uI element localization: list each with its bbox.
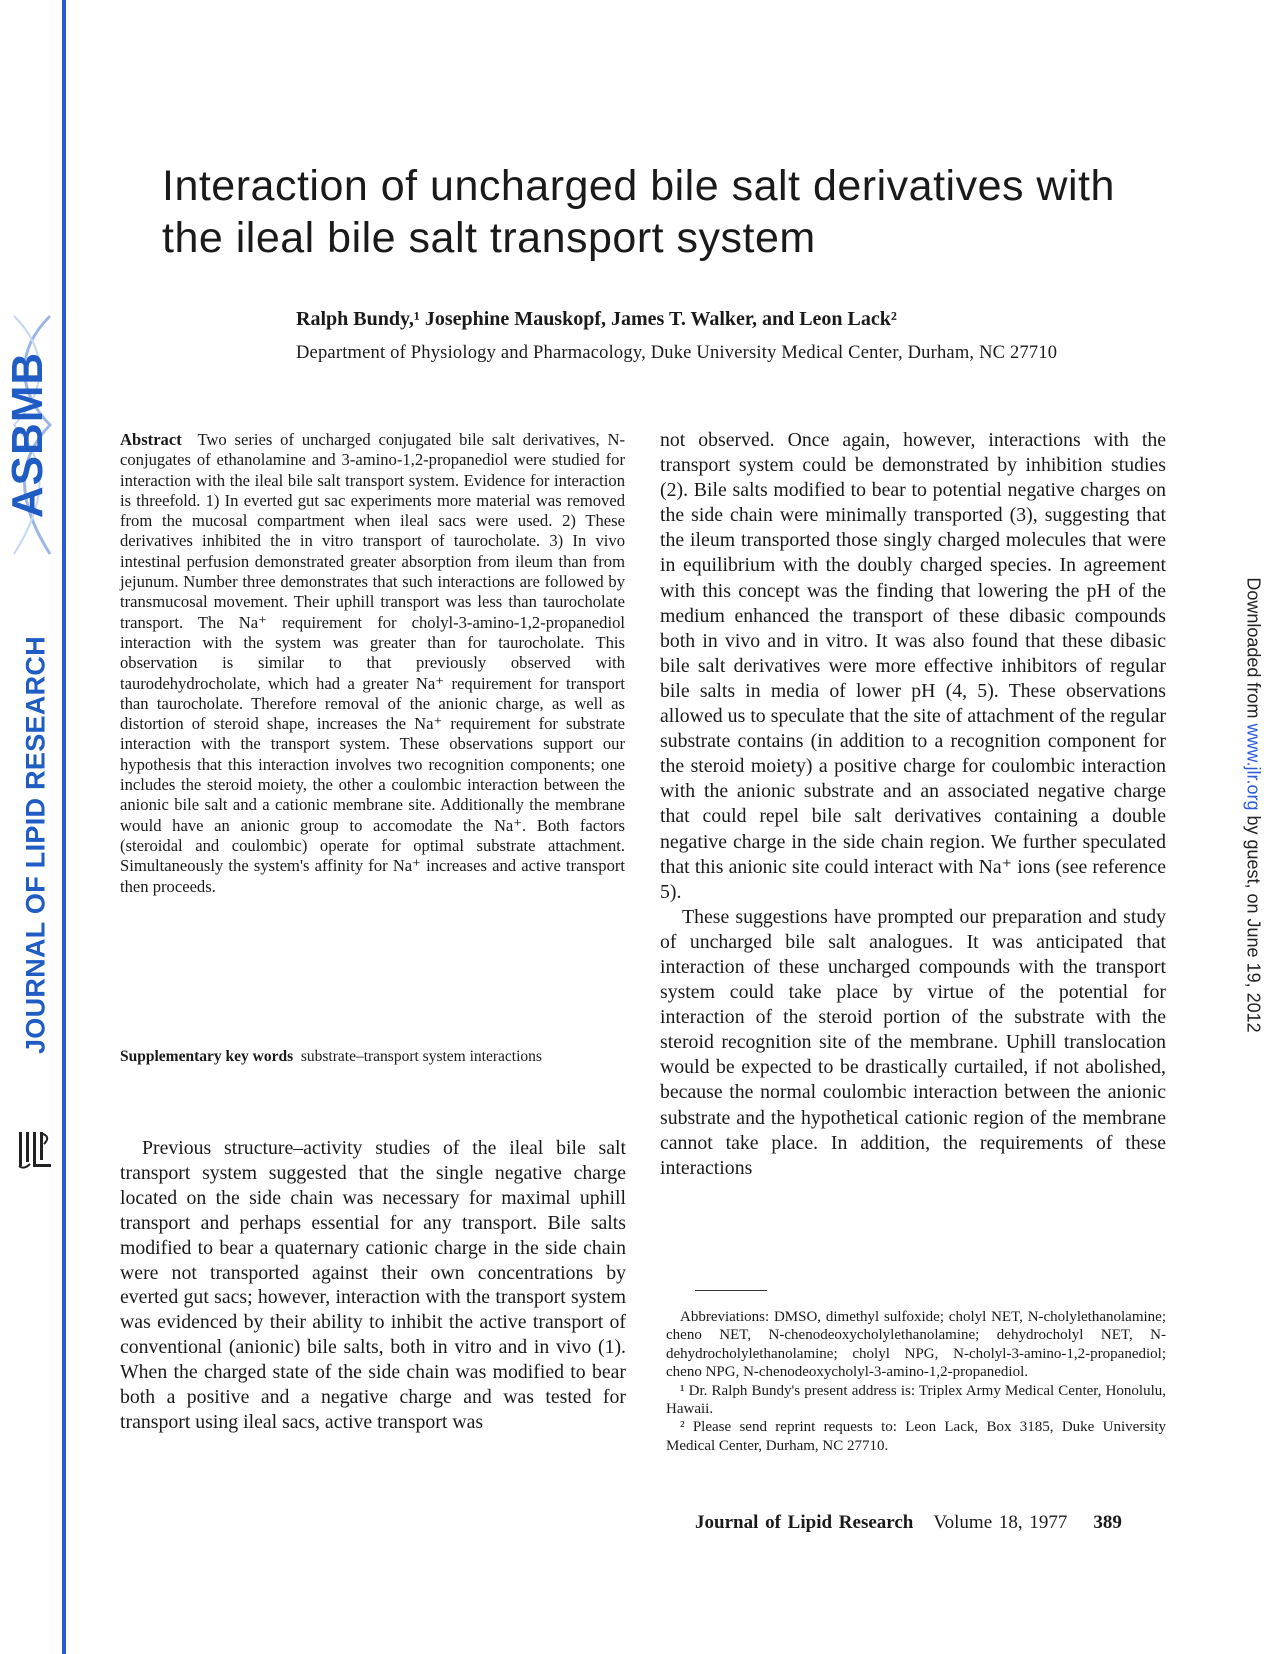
footnote-1: ¹ Dr. Ralph Bundy's present address is: Triplex Army Medical Center, Honolulu, Hawaii. [666,1382,1166,1418]
page-number: 389 [1093,1512,1122,1533]
keywords-label: Supplementary key words [120,1048,294,1065]
download-notice-suffix: by guest, on June 19, 2012 [1243,810,1264,1033]
footnotes [666,1308,1166,1455]
download-notice-prefix: Downloaded from [1243,577,1264,724]
jlr-website-link[interactable]: www.jlr.org [1243,723,1264,811]
asbmb-logo-text: ASBMB [3,351,52,519]
footnote-abbreviations: Abbreviations: DMSO, dimethyl sulfoxide; cholyl NET, N-cholylethanolamine; cheno NET, N-chenodeoxycholylethanolamine; dehydrocholyl NET, N-dehydrocholylethanolamine; cholyl NPG, N-cholyl-3-amino-1,2-propanediol; cheno NPG, N-chenodeoxycholyl-3-amino-1,2-propanediol. [666,1309,1166,1381]
footer-volume: Volume 18, 1977 [933,1512,1068,1533]
footnote-2: ² Please send reprint requests to: Leon Lack, Box 3185, Duke University Medical Center, Durham, NC 27710. [666,1419,1166,1454]
page-margin-rule [62,0,66,1654]
author-list: Ralph Bundy,¹ Josephine Mauskopf, James T. Walker, and Leon Lack² [296,308,897,330]
jlr-logo-icon [16,1130,56,1170]
author-affiliation: Department of Physiology and Pharmacology, Duke University Medical Center, Durham, NC 27710 [296,343,1058,363]
body-paragraph-right-2: These suggestions have prompted our preparation and study of uncharged bile salt analogues. It was anticipated that interaction of these uncharged compounds with the transport system could take place by virtue of the potential for interaction of the steroid portion of the substrate with the steroid recognition site of the membrane. Uphill translocation would be expected to be drastically curtailed, if not abolished, because the normal coulombic interaction between the anionic substrate and the hypothetical cationic region of the membrane cannot take place. In addition, the requirements of these interactions [660,905,1166,1179]
right-column [660,428,1166,1181]
footer-journal-name: Journal of Lipid Research [695,1512,914,1533]
abstract-text: Two series of uncharged conjugated bile salt derivatives, N-conjugates of ethanolamine and 3-amino-1,2-propanediol were studied for interaction with the ileal bile salt transport system. Evidence for interaction is threefold. 1) In everted gut sac experiments more material was removed from the mucosal compartment when ileal sacs were used. 2) These derivatives inhibited the in vitro transport of taurocholate. 3) In vivo intestinal perfusion demonstrated greater absorption from ileum than from jejunum. Number three demonstrates that such interactions are followed by transmucosal movement. Their uphill transport was less than taurocholate transport. The Na⁺ requirement for cholyl-3-amino-1,2-propanediol interaction with the system was greater than for taurocholate. This observation is similar to that previously observed with taurodehydrocholate, which had a greater Na⁺ requirement for transport than taurocholate. Therefore removal of the anionic charge, as well as distortion of steroid shape, increases the Na⁺ requirement for substrate interaction with the transport system. These observations support our hypothesis that this interaction involves two recognition components; one includes the steroid moiety, the other a coulombic interaction between the anionic bile salt and a cationic membrane site. Additionally the membrane would have an anionic group to accomodate the Na⁺. Both factors (steroidal and coulombic) operate for optimal substrate attachment. Simultaneously the system's affinity for Na⁺ increases and active transport then proceeds. [120,430,626,896]
abstract [120,430,625,897]
abstract-label: Abstract [120,430,182,449]
journal-sidebar [0,0,62,1654]
footnote-divider [695,1290,767,1291]
page-footer [695,1512,1122,1534]
keywords-text: substrate–transport system interactions [300,1048,542,1065]
download-notice [1243,577,1264,1032]
keywords [120,1047,625,1066]
body-paragraph-left: Previous structure–activity studies of the ileal bile salt transport system suggested that the single negative charge located on the side chain was necessary for maximal uphill transport and perhaps essential for any transport. Bile salts modified to bear a quaternary cationic charge in the side chain were not transported against their own concentrations by everted gut sacs; however, interaction with the transport system was evidenced by their ability to inhibit the active transport of conventional (anionic) bile salts, both in vitro and in vivo (1). When the charged state of the side chain was modified to bear both a positive and a negative charge and was tested for transport using ileal sacs, active transport was [120,1137,626,1433]
body-paragraph-right-1: not observed. Once again, however, interactions with the transport system could be demonstrated by inhibition studies (2). Bile salts modified to bear to potential negative charges on the side chain were minimally transported (3), suggesting that the ileum transported those singly charged molecules that were in equilibrium with the doubly charged species. In agreement with this concept was the finding that lowering the pH of the medium enhanced the transport of these dibasic compounds both in vivo and in vitro. It was also found that these dibasic bile salt derivatives were more effective inhibitors of regular bile salts in media of lower pH (4, 5). These observations allowed us to speculate that the site of attachment of the regular substrate contains (in addition to a recognition component for the steroid moiety) a positive charge for coulombic interaction with the anionic substrate and an associated negative charge that could repel bile salt derivatives containing a double negative charge in the side chain region. We further speculated that this anionic site could interact with Na⁺ ions (see reference 5). [660,429,1166,903]
journal-name-vertical: JOURNAL OF LIPID RESEARCH [20,635,51,1055]
article-title: Interaction of uncharged bile salt derivatives with the ileal bile salt transport system [162,162,1115,262]
